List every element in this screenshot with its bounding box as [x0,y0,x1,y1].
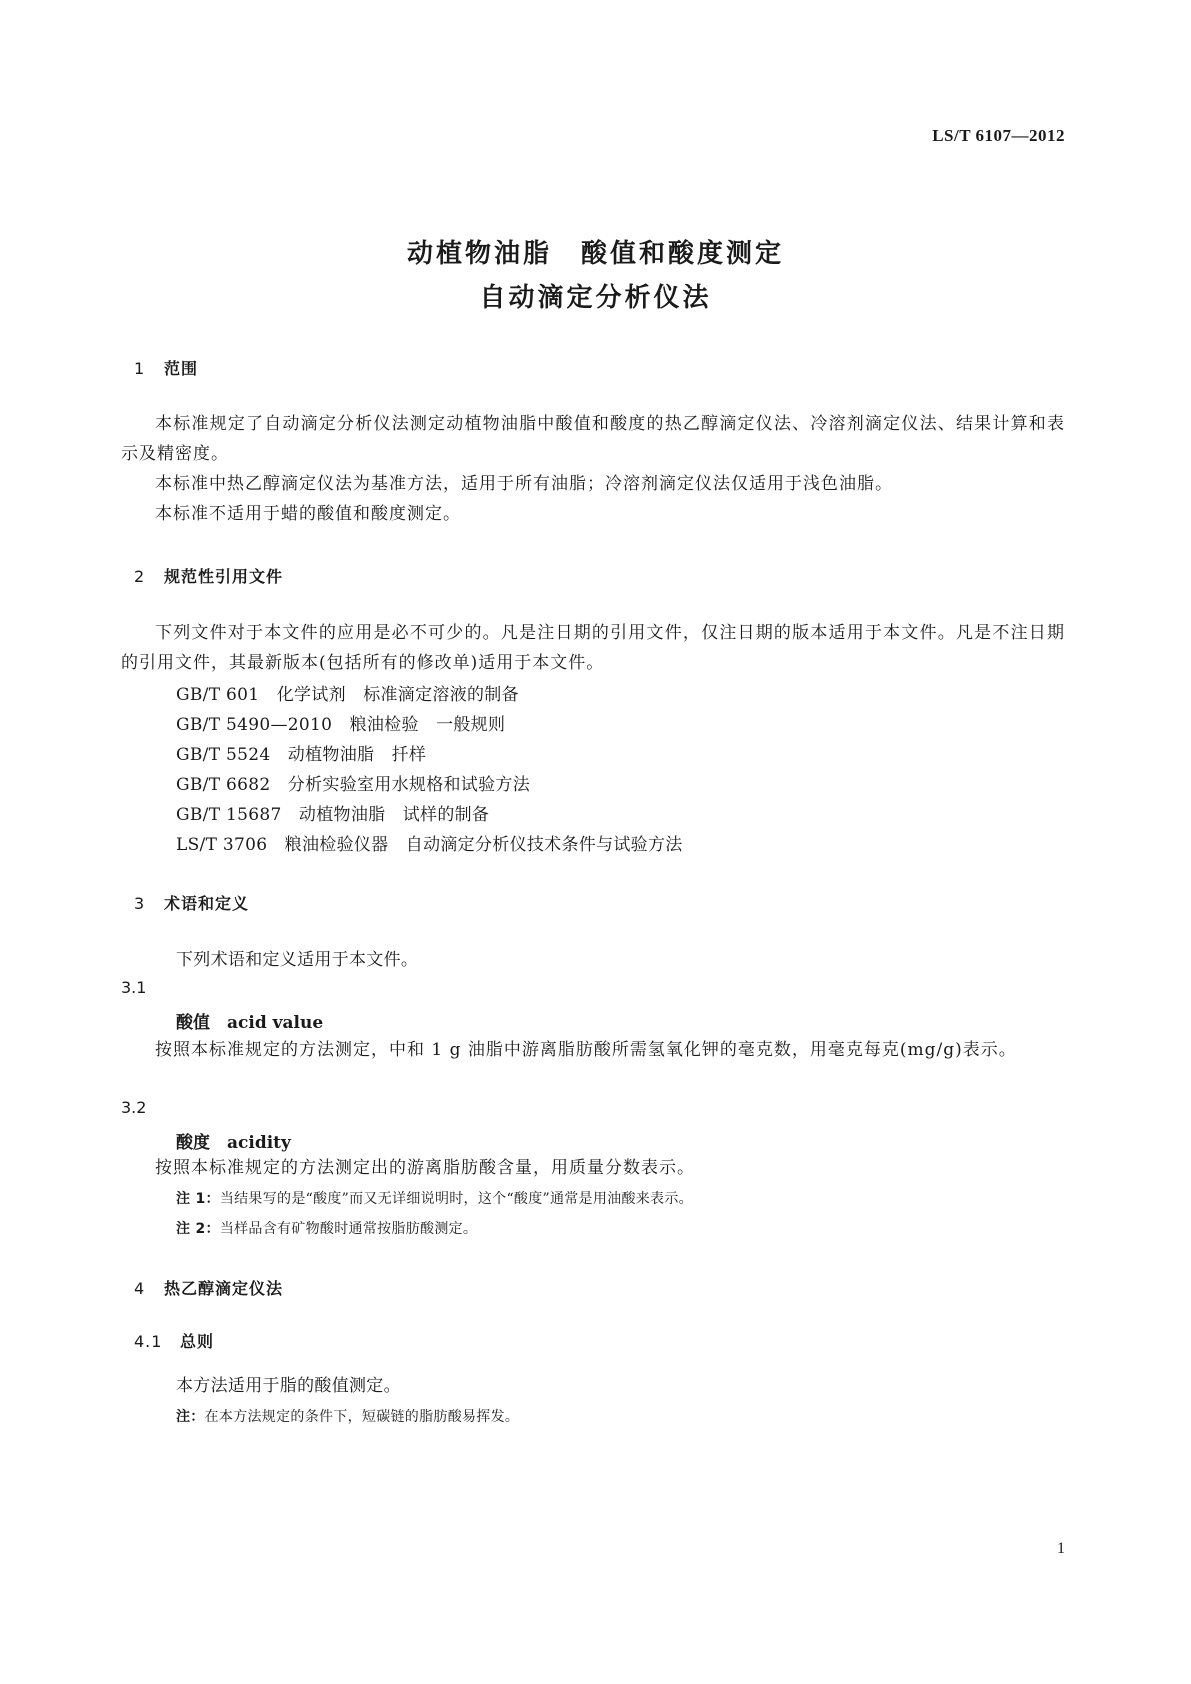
section-number: 3 [134,894,146,913]
term-definition: 按照本标准规定的方法测定，中和 1 g 油脂中游离脂肪酸所需氢氧化钾的毫克数，用毫克每克(mg/g)表示。 [155,1040,1017,1060]
section-title: 热乙醇滴定仪法 [164,1279,284,1298]
section-number: 1 [134,359,146,378]
subsection-4-1-paragraph: 本方法适用于脂的酸值测定。 [176,1376,401,1396]
section-title: 规范性引用文件 [164,567,284,586]
note-label: 注 1： [176,1191,220,1207]
section-3-heading [134,891,249,914]
page-number: 1 [1057,1540,1065,1557]
section-4-heading [134,1276,283,1299]
section-1-paragraph-2: 本标准中热乙醇滴定仪法为基准方法，适用于所有油脂；冷溶剂滴定仪法仅适用于浅色油脂。 [155,474,893,494]
note-label: 注 2： [176,1221,220,1237]
section-number: 4.1 [134,1332,163,1351]
section-3-intro: 下列术语和定义适用于本文件。 [176,950,419,970]
section-1-paragraph-1: 本标准规定了自动滴定分析仪法测定动植物油脂中酸值和酸度的热乙醇滴定仪法、冷溶剂滴定仪法、结果计算和表示及精密度。 [121,414,1065,464]
reference-item: GB/T 6682 分析实验室用水规格和试验方法 [176,775,531,795]
section-2-paragraph-1: 下列文件对于本文件的应用是必不可少的。凡是注日期的引用文件，仅注日期的版本适用于本文件。凡是不注日期的引用文件，其最新版本(包括所有的修改单)适用于本文件。 [121,623,1065,673]
reference-item: GB/T 5524 动植物油脂 扦样 [176,745,427,765]
reference-item: GB/T 15687 动植物油脂 试样的制备 [176,805,490,825]
subsection-4-1-note [176,1406,519,1426]
subsection-4-1-heading [134,1329,214,1352]
section-1-heading [134,356,198,379]
document-code: LS/T 6107—2012 [932,126,1065,145]
note-text: 当结果写的是“酸度”而又无详细说明时，这个“酸度”通常是用油酸来表示。 [219,1191,693,1207]
note-text: 当样品含有矿物酸时通常按脂肪酸测定。 [219,1221,478,1237]
section-number: 4 [134,1279,146,1298]
note-label: 注： [176,1409,205,1425]
section-2-heading [134,564,283,587]
section-title: 范围 [164,359,199,378]
term-name: 酸度 acidity [176,1133,291,1153]
term-definition: 按照本标准规定的方法测定出的游离脂肪酸含量，用质量分数表示。 [155,1158,695,1178]
document-title-line-2: 自动滴定分析仪法 [479,283,712,313]
note-1 [176,1188,693,1208]
reference-item: LS/T 3706 粮油检验仪器 自动滴定分析仪技术条件与试验方法 [176,835,683,855]
reference-item: GB/T 5490—2010 粮油检验 一般规则 [176,715,506,735]
document-title-line-1: 动植物油脂 酸值和酸度测定 [406,239,784,269]
term-name: 酸值 acid value [176,1013,324,1033]
term-number: 3.2 [121,1098,147,1117]
section-title: 总则 [180,1332,215,1351]
reference-item: GB/T 601 化学试剂 标准滴定溶液的制备 [176,685,519,705]
section-title: 术语和定义 [164,894,250,913]
note-2 [176,1218,477,1238]
term-number: 3.1 [121,978,147,997]
section-number: 2 [134,567,146,586]
note-text: 在本方法规定的条件下，短碳链的脂肪酸易挥发。 [204,1409,520,1425]
section-1-paragraph-3: 本标准不适用于蜡的酸值和酸度测定。 [155,504,461,524]
